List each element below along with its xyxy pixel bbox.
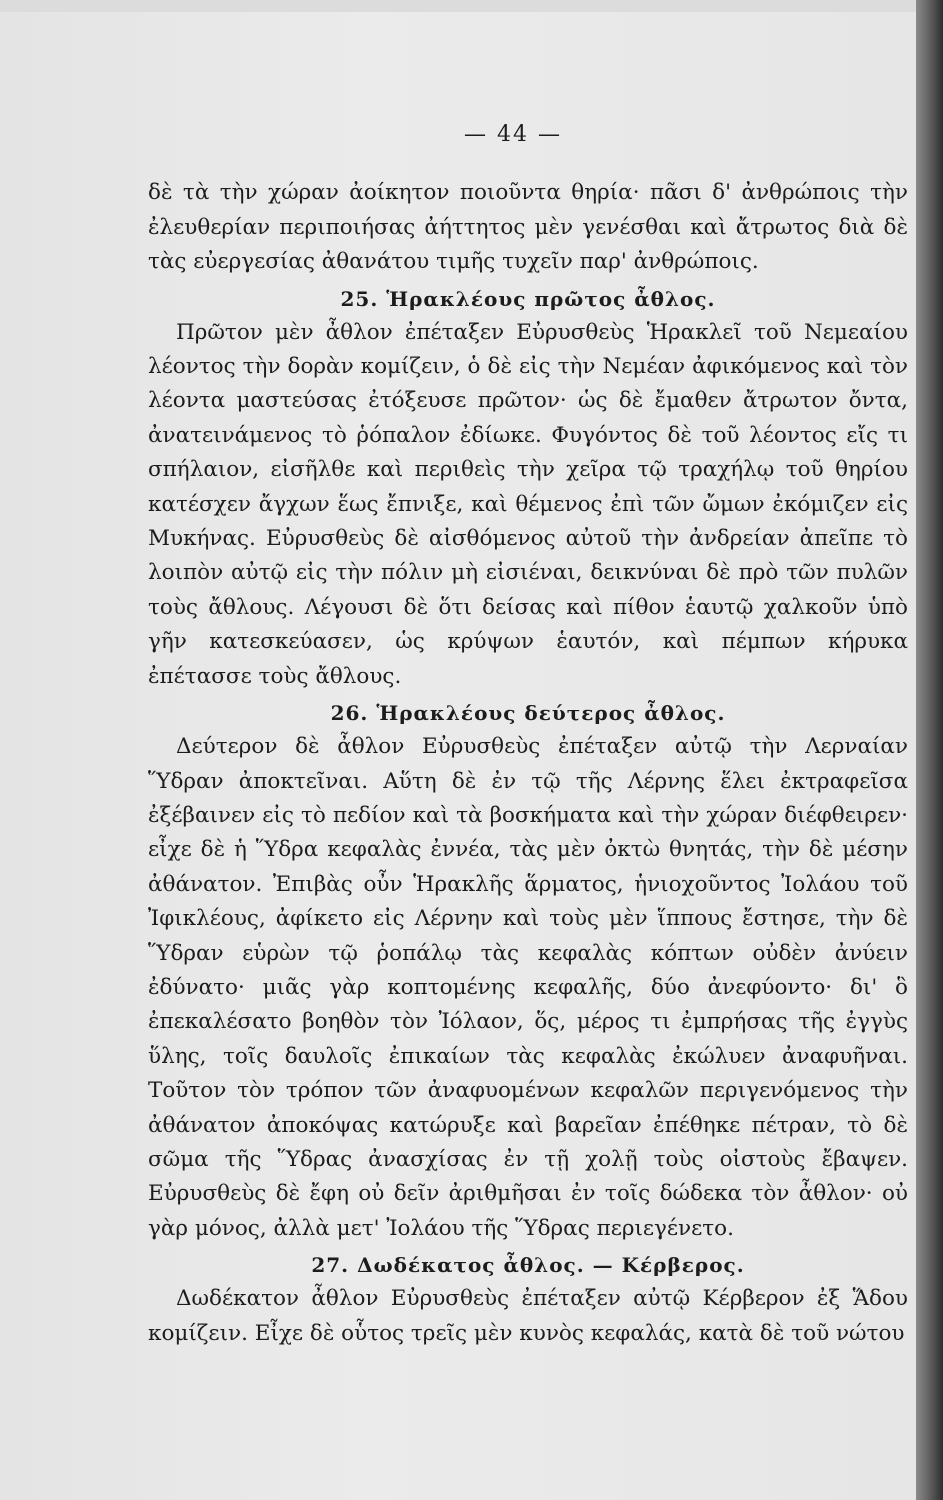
book-binding-edge: [916, 0, 943, 1500]
section-27-paragraph: Δωδέκατον ἆθλον Εὐρυσθεὺς ἐπέταξεν αὐτῷ Κέρβερον ἐξ Ἅδου κομίζειν. Εἶχε δὲ οὗτος τρεῖς μὲν κυνὸς κεφαλάς, κατὰ δὲ τοῦ νώτου: [148, 1286, 908, 1346]
intro-paragraph: δὲ τὰ τὴν χώραν ἀοίκητον ποιοῦντα θηρία· πᾶσι δ' ἀνθρώποις τὴν ἐλευθερίαν περιποιήσας ἀήττητος μὲν γενέσθαι καὶ ἄτρωτος διὰ δὲ τὰς εὐεργεσίας ἀθανάτου τιμῆς τυχεῖν παρ' ἀνθρώποις.: [148, 180, 908, 275]
section-26-paragraph: Δεύτερον δὲ ἆθλον Εὐρυσθεὺς ἐπέταξεν αὐτῷ τὴν Λερναίαν Ὕδραν ἀποκτεῖναι. Αὕτη δὲ ἐν τῷ τῆς Λέρνης ἕλει ἐκτραφεῖσα ἐξέβαινεν εἰς τὸ πεδίον καὶ τὰ βοσκήματα καὶ τὴν χώραν διέφθειρεν· εἶχε δὲ ἡ Ὕδρα κεφαλὰς ἐννέα, τὰς μὲν ὀκτὼ θνητάς, τὴν δὲ μέσην ἀθάνατον. Ἐπιβὰς οὖν Ἡρακλῆς ἅρματος, ἡνιοχοῦντος Ἰολάου τοῦ Ἰφικλέους, ἀφίκετο εἰς Λέρνην καὶ τοὺς μὲν ἵππους ἔστησε, τὴν δὲ Ὕδραν εὑρὼν τῷ ῥοπάλῳ τὰς κεφαλὰς κόπτων οὐδὲν ἀνύειν ἐδύνατο· μιᾶς γὰρ κοπτομένης κεφαλῆς, δύο ἀνεφύοντο· δι' ὃ ἐπεκαλέσατο βοηθὸν τὸν Ἰόλαον, ὅς, μέρος τι ἐμπρήσας τῆς ἐγγὺς ὕλης, τοῖς δαυλοῖς ἐπικαίων τὰς κεφαλὰς ἐκώλυεν ἀναφυῆναι. Τοῦτον τὸν τρόπον τῶν ἀναφυομένων κεφαλῶν περιγενόμενος τὴν ἀθάνατον ἀποκόψας κατώρυξε καὶ βαρεῖαν ἐπέθηκε πέτραν, τὸ δὲ σῶμα τῆς Ὕδρας ἀνασχίσας ἐν τῇ χολῇ τοὺς οἰστοὺς ἔβαψεν. Εὐρυσθεὺς δὲ ἔφη οὐ δεῖν ἀριθμῆσαι ἐν τοῖς δώδεκα τὸν ἆθλον· οὐ γὰρ μόνος, ἀλλὰ μετ' Ἰολάου τῆς Ὕδρας περιεγένετο.: [148, 734, 908, 1241]
section-26-heading: 26. Ἡρακλέους δεύτερος ἆθλος.: [330, 701, 726, 726]
page-number: — 44 —: [464, 122, 562, 147]
section-25-heading: 25. Ἡρακλέους πρῶτος ἆθλος.: [340, 286, 716, 311]
page-text-block: [148, 118, 908, 1351]
section-27-heading: 27. Δωδέκατος ἆθλος. — Κέρβερος.: [311, 1253, 745, 1278]
section-25-paragraph: Πρῶτον μὲν ἆθλον ἐπέταξεν Εὐρυσθεὺς Ἡρακλεῖ τοῦ Νεμεαίου λέοντος τὴν δορὰν κομίζειν, ὁ δὲ εἰς τὴν Νεμέαν ἀφικόμενος καὶ τὸν λέοντα μαστεύσας ἐτόξευσε πρῶτον· ὡς δὲ ἔμαθεν ἄτρωτον ὄντα, ἀνατεινάμενος τὸ ῥόπαλον ἐδίωκε. Φυγόντος δὲ τοῦ λέοντος εἴς τι σπήλαιον, εἰσῆλθε καὶ περιθεὶς τὴν χεῖρα τῷ τραχήλῳ τοῦ θηρίου κατέσχεν ἄγχων ἕως ἔπνιξε, καὶ θέμενος ἐπὶ τῶν ὤμων ἐκόμιζεν εἰς Μυκήνας. Εὐρυσθεὺς δὲ αἰσθόμενος αὐτοῦ τὴν ἀνδρείαν ἀπεῖπε τὸ λοιπὸν αὐτῷ εἰς τὴν πόλιν μὴ εἰσιέναι, δεικνύναι δὲ πρὸ τῶν πυλῶν τοὺς ἄθλους. Λέγουσι δὲ ὅτι δείσας καὶ πίθον ἑαυτῷ χαλκοῦν ὑπὸ γῆν κατεσκεύασεν, ὡς κρύψων ἑαυτόν, καὶ πέμπων κήρυκα ἐπέτασσε τοὺς ἄθλους.: [148, 319, 908, 689]
